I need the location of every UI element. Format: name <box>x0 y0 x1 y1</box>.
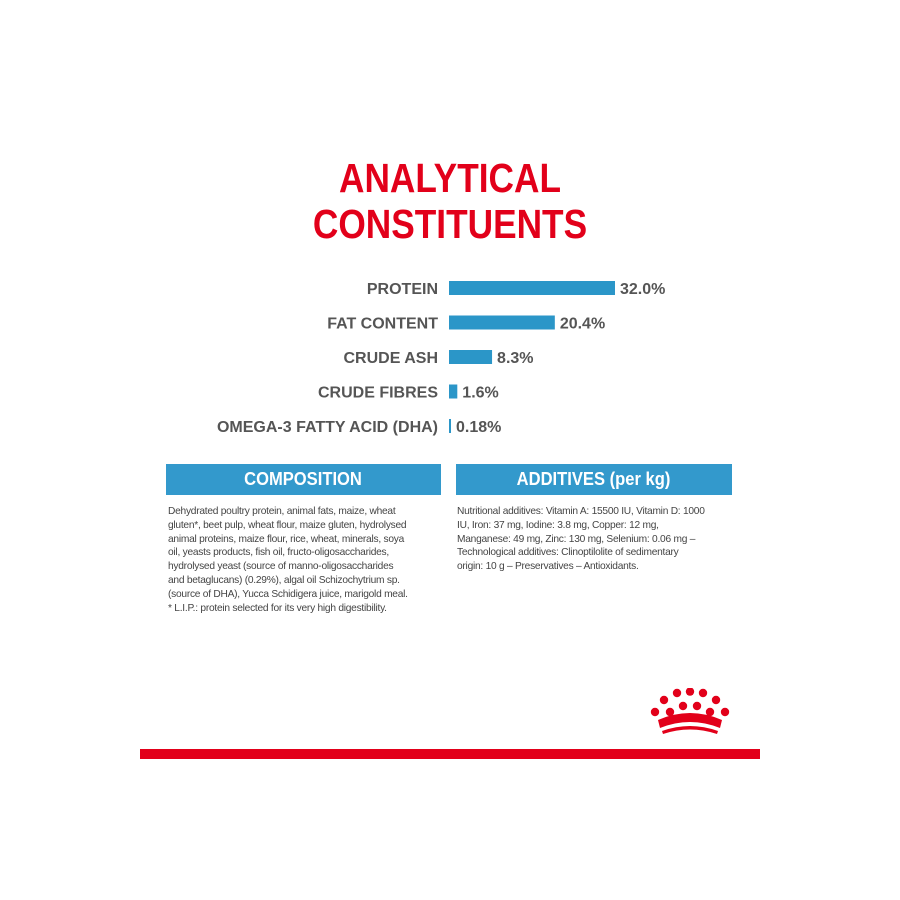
category-label: CRUDE ASH <box>343 350 438 367</box>
bar <box>449 350 492 364</box>
value-label: 8.3% <box>497 350 534 367</box>
composition-text-line: * L.I.P.: protein selected for its very high digestibility. <box>168 602 387 614</box>
additives-text-line: Manganese: 49 mg, Zinc: 130 mg, Selenium: 0.06 mg – <box>457 533 696 545</box>
category-label: FAT CONTENT <box>327 315 438 333</box>
bottom-red-rule <box>140 749 760 759</box>
value-label: 1.6% <box>462 384 499 402</box>
category-label: PROTEIN <box>366 281 438 298</box>
royal-canin-crown-logo <box>648 688 732 736</box>
composition-text-line: Dehydrated poultry protein, animal fats, maize, wheat <box>168 506 396 517</box>
value-label: 0.18% <box>456 419 502 436</box>
category-label: CRUDE FIBRES <box>317 384 438 402</box>
composition-text-line: and betaglucans) (0.29%), algal oil Schizochytrium sp. <box>168 574 400 586</box>
additives-heading: ADDITIVES (per kg) <box>517 469 671 489</box>
composition-text-line: hydrolysed yeast (source of manno-oligosaccharides <box>168 561 394 573</box>
composition-text-line: gluten*, beet pulp, wheat flour, maize gluten, hydrolysed <box>168 519 407 531</box>
category-label: OMEGA-3 FATTY ACID (DHA) <box>216 419 438 436</box>
composition-header <box>166 464 441 495</box>
value-label: 20.4% <box>559 315 606 333</box>
additives-text-line: IU, Iron: 37 mg, Iodine: 3.8 mg, Copper: 12 mg, <box>457 519 659 531</box>
bar <box>449 281 615 295</box>
value-label: 32.0% <box>620 281 666 298</box>
bar <box>449 316 555 330</box>
composition-text-line: animal proteins, maize flour, rice, wheat, minerals, soya <box>168 533 405 545</box>
additives-text-line: origin: 10 g – Preservatives – Antioxidants. <box>457 561 639 573</box>
composition-text <box>168 505 443 615</box>
additives-text-line: Technological additives: Clinoptilolite of sedimentary <box>457 547 679 559</box>
composition-heading: COMPOSITION <box>244 469 363 489</box>
additives-text <box>457 505 737 574</box>
additives-header <box>456 464 732 495</box>
composition-text-line: oil, yeasts products, fish oil, fructo-oligosaccharides, <box>168 547 389 559</box>
title-line-2: CONSTITUENTS <box>312 201 588 247</box>
bar <box>449 419 451 433</box>
composition-text-line: (source of DHA), Yucca Schidigera juice, marigold meal. <box>168 588 408 600</box>
additives-text-line: Nutritional additives: Vitamin A: 15500 IU, Vitamin D: 1000 <box>457 506 705 517</box>
title-line-1: ANALYTICAL <box>338 155 562 201</box>
bar <box>449 385 457 399</box>
